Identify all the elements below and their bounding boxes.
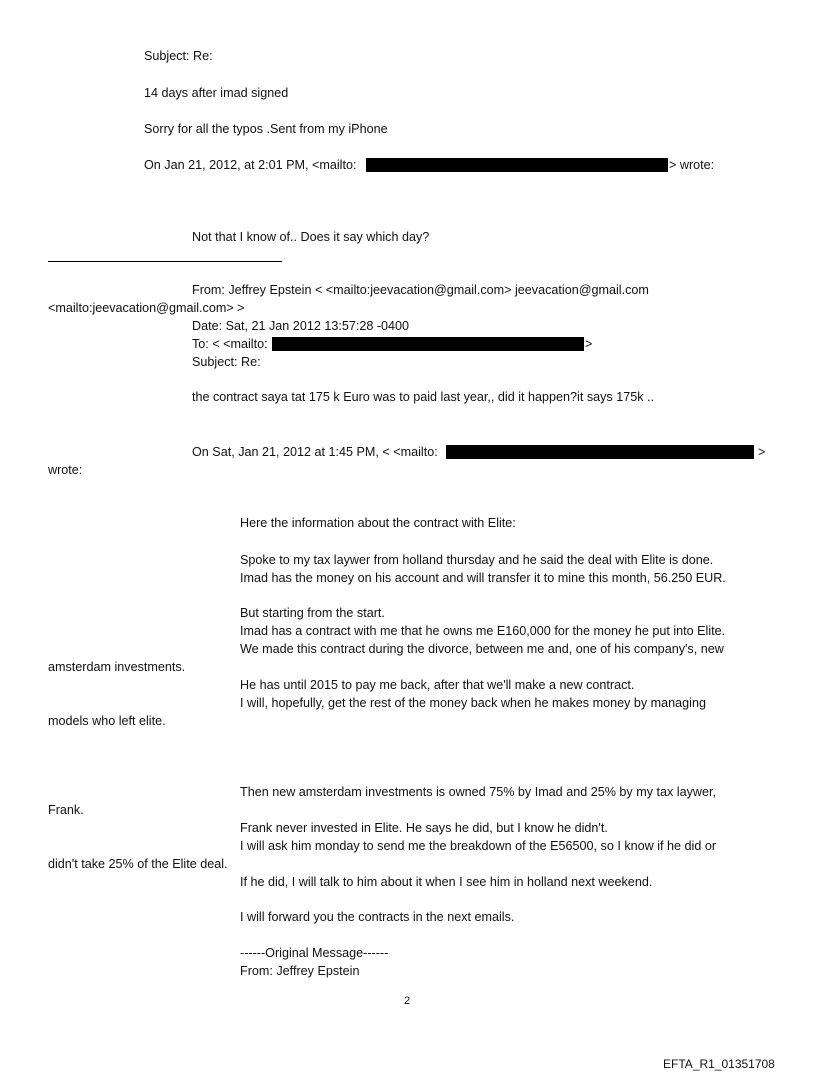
paragraph-3-line-3: We made this contract during the divorce, between me and, one of his company's, new — [240, 642, 724, 656]
paragraph-4-line-4: I will ask him monday to send me the breakdown of the E56500, so I know if he did or — [240, 839, 717, 853]
paragraph-3-line-7: models who left elite. — [48, 714, 166, 728]
original-from-line: From: Jeffrey Epstein — [240, 964, 360, 978]
paragraph-1: Here the information about the contract with Elite: — [240, 516, 516, 530]
bates-number: EFTA_R1_01351708 — [663, 1057, 775, 1071]
reply-header: On Jan 21, 2012, at 2:01 PM, <mailto: — [144, 158, 357, 172]
paragraph-3-line-1: But starting from the start. — [240, 606, 385, 620]
quoted-text: Not that I know of.. Does it say which day? — [192, 230, 430, 244]
subject-line-2: Subject: Re: — [192, 355, 261, 369]
date-line: Date: Sat, 21 Jan 2012 13:57:28 -0400 — [192, 319, 410, 333]
reply-header-2-wrote: wrote: — [48, 463, 83, 477]
paragraph-2-line-2: Imad has the money on his account and will transfer it to mine this month, 56.250 EUR. — [240, 571, 726, 585]
original-message-divider: ------Original Message------ — [240, 946, 389, 960]
separator-line — [48, 261, 282, 262]
redaction-box — [272, 337, 584, 351]
paragraph-4-line-6: If he did, I will talk to him about it when I see him in holland next weekend. — [240, 875, 653, 889]
paragraph-2-line-1: Spoke to my tax laywer from holland thursday and he said the deal with Elite is done. — [240, 553, 714, 567]
from-line: From: Jeffrey Epstein < <mailto:jeevacation@gmail.com> jeevacation@gmail.com — [192, 283, 649, 297]
paragraph-3-line-5: He has until 2015 to pay me back, after that we'll make a new contract. — [240, 678, 635, 692]
paragraph-3-line-6: I will, hopefully, get the rest of the money back when he makes money by managing — [240, 696, 706, 710]
paragraph-4-line-2: Frank. — [48, 803, 84, 817]
to-line-end: > — [585, 337, 593, 351]
signature-text: Sorry for all the typos .Sent from my iPhone — [144, 122, 388, 136]
contract-question: the contract saya tat 175 k Euro was to paid last year,, did it happen?it says 175k .. — [192, 390, 655, 404]
paragraph-3-line-2: Imad has a contract with me that he owns me E160,000 for the money he put into Elite. — [240, 624, 726, 638]
from-line-cont: <mailto:jeevacation@gmail.com> > — [48, 301, 245, 315]
redaction-box — [366, 158, 668, 172]
body-text: 14 days after imad signed — [144, 86, 289, 100]
reply-header-2: On Sat, Jan 21, 2012 at 1:45 PM, < <mailto: — [192, 445, 438, 459]
paragraph-4-line-5: didn't take 25% of the Elite deal. — [48, 857, 228, 871]
paragraph-4-line-1: Then new amsterdam investments is owned 75% by Imad and 25% by my tax laywer, — [240, 785, 716, 799]
subject-line: Subject: Re: — [144, 49, 213, 63]
reply-header-2-end: > — [758, 445, 766, 459]
redaction-box — [446, 445, 754, 459]
to-line: To: < <mailto: — [192, 337, 268, 351]
page-number: 2 — [404, 995, 411, 1007]
paragraph-5: I will forward you the contracts in the next emails. — [240, 910, 515, 924]
paragraph-4-line-3: Frank never invested in Elite. He says he did, but I know he didn't. — [240, 821, 608, 835]
reply-header-end: > wrote: — [669, 158, 715, 172]
paragraph-3-line-4: amsterdam investments. — [48, 660, 186, 674]
